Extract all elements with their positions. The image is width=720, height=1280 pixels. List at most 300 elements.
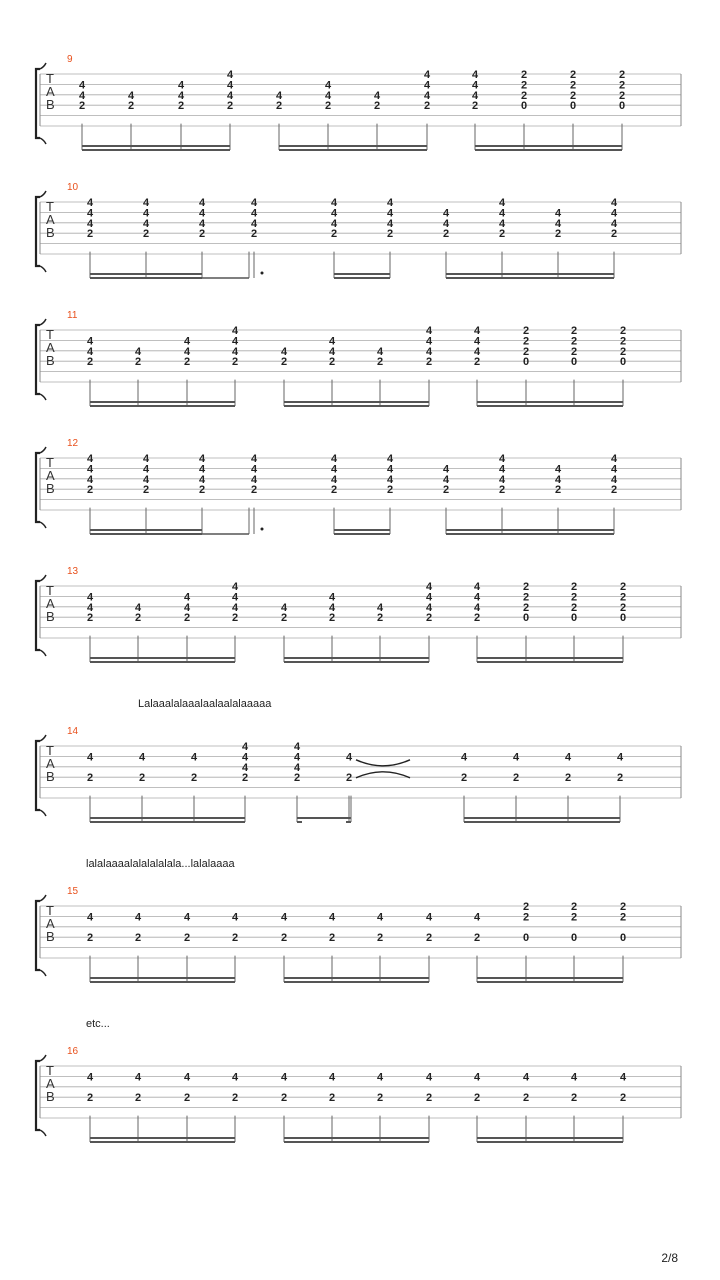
fret-number: 4: [376, 1071, 384, 1084]
fret-number: 4: [134, 911, 142, 924]
fret-number: 4: [280, 345, 288, 358]
fret-number: 2: [619, 325, 627, 337]
fret-number: 4: [345, 751, 353, 764]
fret-number: 4: [328, 911, 336, 924]
fret-number: 4: [198, 463, 206, 476]
fret-number: 4: [86, 1071, 94, 1084]
fret-number: 4: [425, 345, 433, 358]
fret-number: 4: [324, 79, 332, 92]
fret-number: 4: [86, 335, 94, 348]
fret-number: 2: [275, 100, 283, 113]
fret-number: 2: [376, 1092, 384, 1105]
tab-clef-letter: A: [46, 468, 55, 483]
fret-number: 4: [473, 911, 481, 924]
fret-number: 4: [134, 345, 142, 358]
fret-number: 2: [569, 89, 577, 102]
tab-clef-letter: T: [46, 455, 54, 470]
fret-number: 4: [190, 751, 198, 764]
fret-number: 4: [241, 761, 249, 774]
fret-number: 2: [522, 911, 530, 924]
fret-number: 4: [198, 207, 206, 220]
fret-number: 2: [324, 100, 332, 113]
fret-number: 4: [86, 601, 94, 614]
fret-number: 4: [250, 463, 258, 476]
fret-number: 2: [522, 345, 530, 358]
system-bracket: [36, 197, 40, 266]
tab-system: [36, 438, 681, 534]
fret-number: 2: [231, 612, 239, 625]
fret-number: 4: [471, 89, 479, 102]
fret-number: 4: [498, 207, 506, 220]
fret-number: 4: [78, 89, 86, 102]
fret-number: 2: [619, 581, 627, 593]
fret-number: 4: [250, 197, 258, 209]
fret-number: 4: [498, 197, 506, 209]
fret-number: 4: [86, 591, 94, 604]
fret-number: 4: [376, 911, 384, 924]
fret-number: 4: [198, 197, 206, 209]
fret-number: 4: [183, 601, 191, 614]
system-bracket: [36, 1061, 40, 1130]
tab-clef-letter: T: [46, 199, 54, 214]
fret-number: 2: [569, 79, 577, 92]
system-bracket: [36, 69, 40, 138]
fret-number: 4: [471, 69, 479, 81]
fret-number: 4: [198, 217, 206, 230]
fret-number: 4: [425, 601, 433, 614]
fret-number: 4: [183, 911, 191, 924]
tab-system: [36, 698, 681, 823]
fret-number: 4: [610, 453, 618, 465]
tab-clef-letter: B: [46, 769, 55, 784]
fret-number: 2: [522, 335, 530, 348]
fret-number: 4: [183, 335, 191, 348]
fret-number: 2: [425, 612, 433, 625]
fret-number: 4: [86, 345, 94, 358]
fret-number: 4: [386, 463, 394, 476]
fret-number: 0: [522, 356, 530, 369]
beam-stub: [297, 821, 302, 823]
fret-number: 4: [177, 89, 185, 102]
fret-number: 0: [570, 932, 578, 945]
measure-number: 14: [67, 726, 79, 737]
fret-number: 2: [127, 100, 135, 113]
fret-number: 4: [386, 217, 394, 230]
fret-number: 4: [425, 325, 433, 337]
tab-system: [36, 54, 681, 150]
fret-number: 4: [231, 1071, 239, 1084]
fret-number: 4: [231, 591, 239, 604]
fret-number: 2: [610, 228, 618, 241]
fret-number: 2: [473, 356, 481, 369]
tab-clef-letter: B: [46, 1089, 55, 1104]
fret-number: 2: [619, 1092, 627, 1105]
fret-number: 4: [86, 453, 94, 465]
measure-number: 12: [67, 438, 79, 449]
fret-number: 4: [134, 1071, 142, 1084]
rhythm-dot: [261, 272, 264, 275]
fret-number: 4: [226, 79, 234, 92]
fret-number: 4: [330, 217, 338, 230]
fret-number: 2: [570, 1092, 578, 1105]
fret-number: 4: [619, 1071, 627, 1084]
fret-number: 4: [183, 1071, 191, 1084]
fret-number: 4: [442, 217, 450, 230]
fret-number: 2: [134, 1092, 142, 1105]
fret-number: 2: [293, 772, 301, 785]
fret-number: 4: [330, 197, 338, 209]
fret-number: 4: [231, 325, 239, 337]
fret-number: 4: [231, 345, 239, 358]
tab-clef-letter: A: [46, 756, 55, 771]
fret-number: 4: [198, 453, 206, 465]
fret-number: 2: [618, 69, 626, 81]
fret-number: 2: [86, 484, 94, 497]
fret-number: 4: [328, 601, 336, 614]
fret-number: 2: [183, 356, 191, 369]
fret-number: 4: [554, 473, 562, 486]
fret-number: 4: [442, 463, 450, 476]
fret-number: 2: [522, 1092, 530, 1105]
measure-number: 15: [67, 886, 79, 897]
fret-number: 0: [522, 612, 530, 625]
fret-number: 4: [425, 335, 433, 348]
fret-number: 2: [386, 484, 394, 497]
fret-number: 2: [330, 484, 338, 497]
fret-number: 4: [293, 761, 301, 774]
fret-number: 4: [127, 89, 135, 102]
fret-number: 2: [250, 484, 258, 497]
fret-number: 4: [330, 453, 338, 465]
tab-clef-letter: B: [46, 225, 55, 240]
tab-clef-letter: A: [46, 596, 55, 611]
fret-number: 2: [554, 484, 562, 497]
fret-number: 4: [231, 911, 239, 924]
fret-number: 4: [324, 89, 332, 102]
fret-number: 4: [473, 345, 481, 358]
fret-number: 4: [250, 217, 258, 230]
fret-number: 2: [177, 100, 185, 113]
fret-number: 4: [498, 453, 506, 465]
fret-number: 4: [86, 751, 94, 764]
rhythm-dot: [261, 528, 264, 531]
fret-number: 4: [498, 473, 506, 486]
fret-number: 2: [134, 356, 142, 369]
fret-number: 0: [619, 932, 627, 945]
fret-number: 4: [373, 89, 381, 102]
fret-number: 4: [473, 581, 481, 593]
fret-number: 2: [250, 228, 258, 241]
system-bracket: [36, 901, 40, 970]
fret-number: 4: [512, 751, 520, 764]
fret-number: 0: [520, 100, 528, 113]
fret-number: 4: [198, 473, 206, 486]
fret-number: 4: [425, 1071, 433, 1084]
tab-clef-letter: T: [46, 1063, 54, 1078]
fret-number: 2: [138, 772, 146, 785]
fret-number: 4: [564, 751, 572, 764]
tab-clef-letter: A: [46, 84, 55, 99]
fret-number: 2: [619, 591, 627, 604]
fret-number: 4: [610, 217, 618, 230]
fret-number: 2: [619, 911, 627, 924]
fret-number: 4: [177, 79, 185, 92]
fret-number: 4: [86, 911, 94, 924]
fret-number: 4: [376, 601, 384, 614]
fret-number: 2: [86, 228, 94, 241]
fret-number: 2: [512, 772, 520, 785]
fret-number: 0: [570, 356, 578, 369]
fret-number: 4: [471, 79, 479, 92]
fret-number: 2: [376, 612, 384, 625]
fret-number: 2: [183, 612, 191, 625]
fret-number: 2: [460, 772, 468, 785]
fret-number: 2: [522, 325, 530, 337]
tab-clef-letter: B: [46, 353, 55, 368]
fret-number: 4: [498, 217, 506, 230]
lyric-text: etc...: [86, 1018, 110, 1030]
fret-number: 0: [522, 932, 530, 945]
fret-number: 2: [498, 228, 506, 241]
fret-number: 4: [138, 751, 146, 764]
fret-number: 4: [442, 207, 450, 220]
fret-number: 4: [423, 69, 431, 81]
tab-clef-letter: A: [46, 916, 55, 931]
tie-curve: [356, 760, 410, 766]
fret-number: 0: [618, 100, 626, 113]
fret-number: 4: [425, 581, 433, 593]
tab-clef-letter: T: [46, 903, 54, 918]
fret-number: 4: [183, 345, 191, 358]
fret-number: 2: [498, 484, 506, 497]
fret-number: 2: [280, 356, 288, 369]
system-bracket: [36, 325, 40, 394]
tab-system: [36, 182, 681, 278]
measure-number: 11: [67, 310, 78, 321]
fret-number: 4: [328, 345, 336, 358]
fret-number: 0: [570, 612, 578, 625]
fret-number: 2: [618, 79, 626, 92]
fret-number: 4: [134, 601, 142, 614]
fret-number: 4: [330, 473, 338, 486]
fret-number: 2: [618, 89, 626, 102]
fret-number: 4: [280, 911, 288, 924]
fret-number: 4: [142, 463, 150, 476]
lyric-text: lalalaaaalalalalalala...lalalaaaa: [86, 858, 235, 870]
fret-number: 4: [328, 335, 336, 348]
tab-system: [36, 858, 681, 982]
fret-number: 4: [386, 207, 394, 220]
fret-number: 4: [386, 473, 394, 486]
fret-number: 4: [425, 591, 433, 604]
fret-number: 2: [570, 601, 578, 614]
fret-number: 2: [570, 335, 578, 348]
fret-number: 4: [293, 751, 301, 764]
fret-number: 4: [250, 207, 258, 220]
fret-number: 4: [231, 335, 239, 348]
fret-number: 2: [520, 79, 528, 92]
fret-number: 4: [386, 197, 394, 209]
fret-number: 4: [473, 335, 481, 348]
fret-number: 2: [522, 581, 530, 593]
fret-number: 2: [142, 484, 150, 497]
fret-number: 4: [473, 601, 481, 614]
fret-number: 2: [471, 100, 479, 113]
fret-number: 2: [570, 325, 578, 337]
fret-number: 2: [198, 228, 206, 241]
fret-number: 4: [610, 463, 618, 476]
fret-number: 4: [142, 217, 150, 230]
fret-number: 2: [134, 932, 142, 945]
fret-number: 4: [226, 89, 234, 102]
fret-number: 4: [86, 217, 94, 230]
fret-number: 4: [522, 1071, 530, 1084]
fret-number: 4: [142, 207, 150, 220]
fret-number: 4: [78, 79, 86, 92]
fret-number: 4: [376, 345, 384, 358]
fret-number: 4: [423, 89, 431, 102]
fret-number: 4: [425, 911, 433, 924]
fret-number: 4: [610, 207, 618, 220]
fret-number: 4: [460, 751, 468, 764]
fret-number: 4: [142, 197, 150, 209]
fret-number: 2: [570, 591, 578, 604]
fret-number: 0: [619, 356, 627, 369]
fret-number: 2: [423, 100, 431, 113]
fret-number: 4: [330, 207, 338, 220]
fret-number: 2: [330, 228, 338, 241]
fret-number: 2: [328, 356, 336, 369]
fret-number: 2: [231, 356, 239, 369]
fret-number: 2: [190, 772, 198, 785]
fret-number: 4: [554, 463, 562, 476]
tab-system: [36, 310, 681, 406]
fret-number: 2: [328, 612, 336, 625]
fret-number: 2: [280, 1092, 288, 1105]
fret-number: 2: [425, 356, 433, 369]
measure-number: 9: [67, 54, 73, 65]
tab-clef-letter: B: [46, 481, 55, 496]
fret-number: 2: [616, 772, 624, 785]
measure-number: 10: [67, 182, 79, 193]
fret-number: 4: [423, 79, 431, 92]
fret-number: 2: [473, 1092, 481, 1105]
fret-number: 2: [78, 100, 86, 113]
fret-number: 2: [183, 1092, 191, 1105]
fret-number: 2: [570, 901, 578, 913]
fret-number: 4: [610, 197, 618, 209]
fret-number: 4: [328, 591, 336, 604]
fret-number: 4: [473, 1071, 481, 1084]
tab-clef-letter: A: [46, 340, 55, 355]
tab-system: [36, 1018, 681, 1142]
tab-clef-letter: T: [46, 743, 54, 758]
fret-number: 2: [554, 228, 562, 241]
fret-number: 2: [610, 484, 618, 497]
tab-clef-letter: T: [46, 71, 54, 86]
fret-number: 2: [425, 1092, 433, 1105]
fret-number: 2: [520, 69, 528, 81]
fret-number: 2: [376, 356, 384, 369]
fret-number: 2: [442, 484, 450, 497]
fret-number: 2: [386, 228, 394, 241]
fret-number: 2: [226, 100, 234, 113]
fret-number: 4: [610, 473, 618, 486]
fret-number: 2: [373, 100, 381, 113]
fret-number: 4: [231, 581, 239, 593]
fret-number: 4: [241, 751, 249, 764]
fret-number: 4: [142, 473, 150, 486]
fret-number: 2: [473, 932, 481, 945]
fret-number: 0: [619, 612, 627, 625]
fret-number: 2: [619, 601, 627, 614]
fret-number: 2: [86, 1092, 94, 1105]
tab-clef-letter: B: [46, 929, 55, 944]
fret-number: 2: [86, 932, 94, 945]
fret-number: 2: [619, 335, 627, 348]
fret-number: 2: [619, 345, 627, 358]
fret-number: 2: [241, 772, 249, 785]
fret-number: 2: [522, 901, 530, 913]
fret-number: 4: [86, 207, 94, 220]
fret-number: 4: [280, 1071, 288, 1084]
fret-number: 4: [554, 217, 562, 230]
fret-number: 2: [570, 581, 578, 593]
fret-number: 4: [142, 453, 150, 465]
tab-clef-letter: T: [46, 583, 54, 598]
fret-number: 2: [86, 356, 94, 369]
system-bracket: [36, 581, 40, 650]
fret-number: 4: [226, 69, 234, 81]
fret-number: 4: [554, 207, 562, 220]
fret-number: 4: [473, 325, 481, 337]
fret-number: 2: [522, 591, 530, 604]
fret-number: 2: [183, 932, 191, 945]
fret-number: 4: [616, 751, 624, 764]
fret-number: 2: [328, 932, 336, 945]
fret-number: 4: [241, 741, 249, 753]
tab-clef-letter: B: [46, 97, 55, 112]
fret-number: 4: [250, 453, 258, 465]
fret-number: 4: [280, 601, 288, 614]
fret-number: 4: [442, 473, 450, 486]
tab-clef-letter: B: [46, 609, 55, 624]
measure-number: 16: [67, 1046, 79, 1057]
fret-number: 2: [570, 911, 578, 924]
fret-number: 2: [473, 612, 481, 625]
fret-number: 4: [386, 453, 394, 465]
fret-number: 4: [328, 1071, 336, 1084]
fret-number: 2: [86, 612, 94, 625]
fret-number: 4: [86, 473, 94, 486]
fret-number: 0: [569, 100, 577, 113]
fret-number: 4: [86, 197, 94, 209]
measure-number: 13: [67, 566, 79, 577]
fret-number: 4: [275, 89, 283, 102]
fret-number: 2: [231, 1092, 239, 1105]
fret-number: 4: [570, 1071, 578, 1084]
fret-number: 2: [619, 901, 627, 913]
fret-number: 2: [376, 932, 384, 945]
tab-system: [36, 566, 681, 662]
fret-number: 2: [345, 772, 353, 785]
fret-number: 2: [280, 932, 288, 945]
fret-number: 2: [569, 69, 577, 81]
fret-number: 4: [250, 473, 258, 486]
tab-clef-letter: T: [46, 327, 54, 342]
fret-number: 4: [231, 601, 239, 614]
fret-number: 2: [142, 228, 150, 241]
